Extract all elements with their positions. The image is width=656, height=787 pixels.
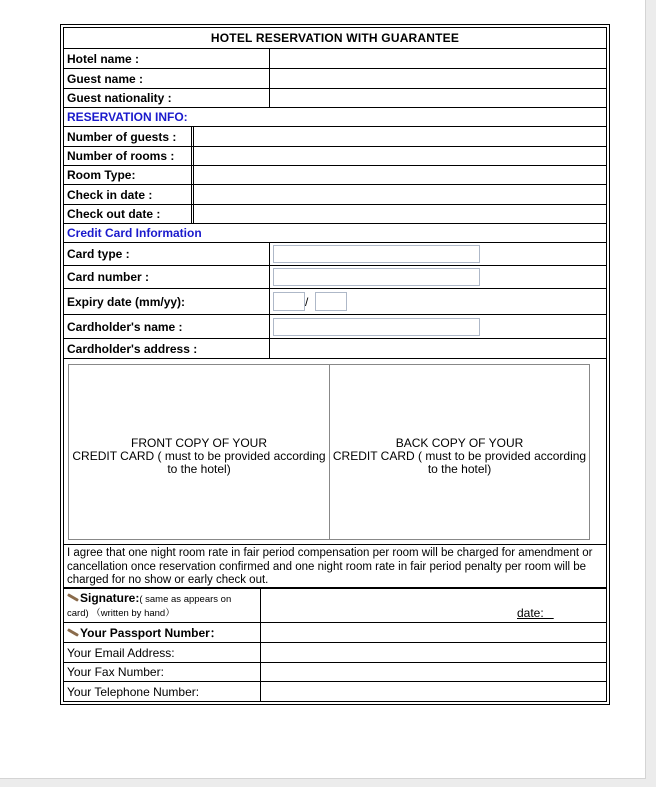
guests-label: Number of guests : xyxy=(67,129,177,144)
passport-field[interactable] xyxy=(260,623,606,642)
room-type-row xyxy=(63,166,607,185)
front-copy-box[interactable] xyxy=(68,364,330,540)
fax-label: Your Fax Number: xyxy=(67,665,164,679)
guest-name-label: Guest name : xyxy=(67,71,144,86)
cardholder-name-label: Cardholder's name : xyxy=(67,319,183,334)
check-in-label: Check in date : xyxy=(67,187,153,202)
signature-note2: card) （written by hand） xyxy=(67,608,175,619)
credit-card-info-row xyxy=(63,224,607,243)
expiry-label: Expiry date (mm/yy): xyxy=(67,294,186,309)
check-out-field[interactable] xyxy=(191,205,606,223)
check-in-row xyxy=(63,185,607,205)
expiry-year-input[interactable] xyxy=(315,292,347,311)
signature-field[interactable] xyxy=(260,589,606,622)
card-number-input[interactable] xyxy=(273,268,480,286)
rooms-row xyxy=(63,147,607,166)
reservation-form xyxy=(63,27,607,702)
reservation-info-heading: RESERVATION INFO: xyxy=(67,110,188,124)
guest-name-row xyxy=(63,69,607,89)
fax-field[interactable] xyxy=(260,663,606,681)
pen-icon xyxy=(67,593,79,602)
back-copy-line2: CREDIT CARD ( must to be provided according xyxy=(332,448,587,463)
check-out-row xyxy=(63,205,607,224)
expiry-separator: / xyxy=(305,295,309,309)
cardholder-name-row xyxy=(63,315,607,339)
hotel-name-label: Hotel name : xyxy=(67,51,140,66)
passport-label-cell xyxy=(64,623,260,642)
back-copy-box[interactable] xyxy=(329,364,590,540)
expiry-row xyxy=(63,289,607,315)
card-type-cell xyxy=(269,243,606,265)
rooms-field[interactable] xyxy=(191,147,606,165)
card-number-cell xyxy=(269,266,606,288)
email-field[interactable] xyxy=(260,643,606,662)
back-copy-line3: to the hotel) xyxy=(427,461,492,476)
pen-icon xyxy=(67,628,79,637)
card-number-label: Card number : xyxy=(67,270,150,284)
agreement-row xyxy=(63,545,607,588)
cardholder-address-row xyxy=(63,339,607,359)
expiry-month-input[interactable] xyxy=(273,292,305,311)
guest-nationality-label: Guest nationality : xyxy=(67,91,172,105)
cardholder-name-input[interactable] xyxy=(273,318,480,336)
cardholder-address-field[interactable] xyxy=(269,339,606,358)
signature-label-cell xyxy=(64,589,260,622)
back-copy-line1: BACK COPY OF YOUR xyxy=(395,435,524,450)
guest-name-field[interactable] xyxy=(269,69,606,88)
page-shadow-bottom xyxy=(0,779,656,787)
guests-field[interactable] xyxy=(191,127,606,146)
phone-field[interactable] xyxy=(260,682,606,701)
check-in-field[interactable] xyxy=(191,185,606,204)
front-copy-line1: FRONT COPY OF YOUR xyxy=(130,435,268,450)
cardholder-name-cell xyxy=(269,315,606,338)
form-title: HOTEL RESERVATION WITH GUARANTEE xyxy=(210,31,460,45)
reservation-info-row xyxy=(63,108,607,127)
page-shadow xyxy=(646,0,656,787)
expiry-cell xyxy=(269,289,606,314)
date-label: date: xyxy=(517,606,554,620)
signature-row xyxy=(63,588,607,623)
email-row xyxy=(63,643,607,663)
guest-nationality-row xyxy=(63,89,607,108)
card-number-row xyxy=(63,266,607,289)
signature-note1: ( same as appears on xyxy=(139,594,232,605)
front-copy-line3: to the hotel) xyxy=(167,461,231,476)
card-type-input[interactable] xyxy=(273,245,480,263)
card-type-label: Card type : xyxy=(67,247,130,261)
room-type-field[interactable] xyxy=(191,166,606,184)
signature-label: Signature: xyxy=(80,591,140,605)
phone-label: Your Telephone Number: xyxy=(67,684,200,699)
credit-card-info-heading: Credit Card Information xyxy=(67,226,202,240)
hotel-name-field[interactable] xyxy=(269,49,606,68)
phone-row xyxy=(63,682,607,702)
front-copy-line2: CREDIT CARD ( must to be provided according xyxy=(72,448,326,463)
check-out-label: Check out date : xyxy=(67,207,161,221)
card-type-row xyxy=(63,243,607,266)
room-type-label: Room Type: xyxy=(67,168,136,182)
card-copy-row xyxy=(63,359,607,545)
fax-row xyxy=(63,663,607,682)
guest-nationality-field[interactable] xyxy=(269,89,606,107)
passport-row xyxy=(63,623,607,643)
cardholder-address-label: Cardholder's address : xyxy=(67,341,198,356)
passport-label: Your Passport Number： xyxy=(80,626,222,640)
guests-row xyxy=(63,127,607,147)
form-title-row xyxy=(63,27,607,49)
hotel-name-row xyxy=(63,49,607,69)
email-label: Your Email Address: xyxy=(67,645,175,660)
agreement-text: I agree that one night room rate in fair period compensation per room will be charged for amendment or cancellation once reservation confirmed and one night room rate in fair period penalty per room will be charged for no show or early check out. xyxy=(67,547,593,586)
rooms-label: Number of rooms : xyxy=(67,149,175,163)
